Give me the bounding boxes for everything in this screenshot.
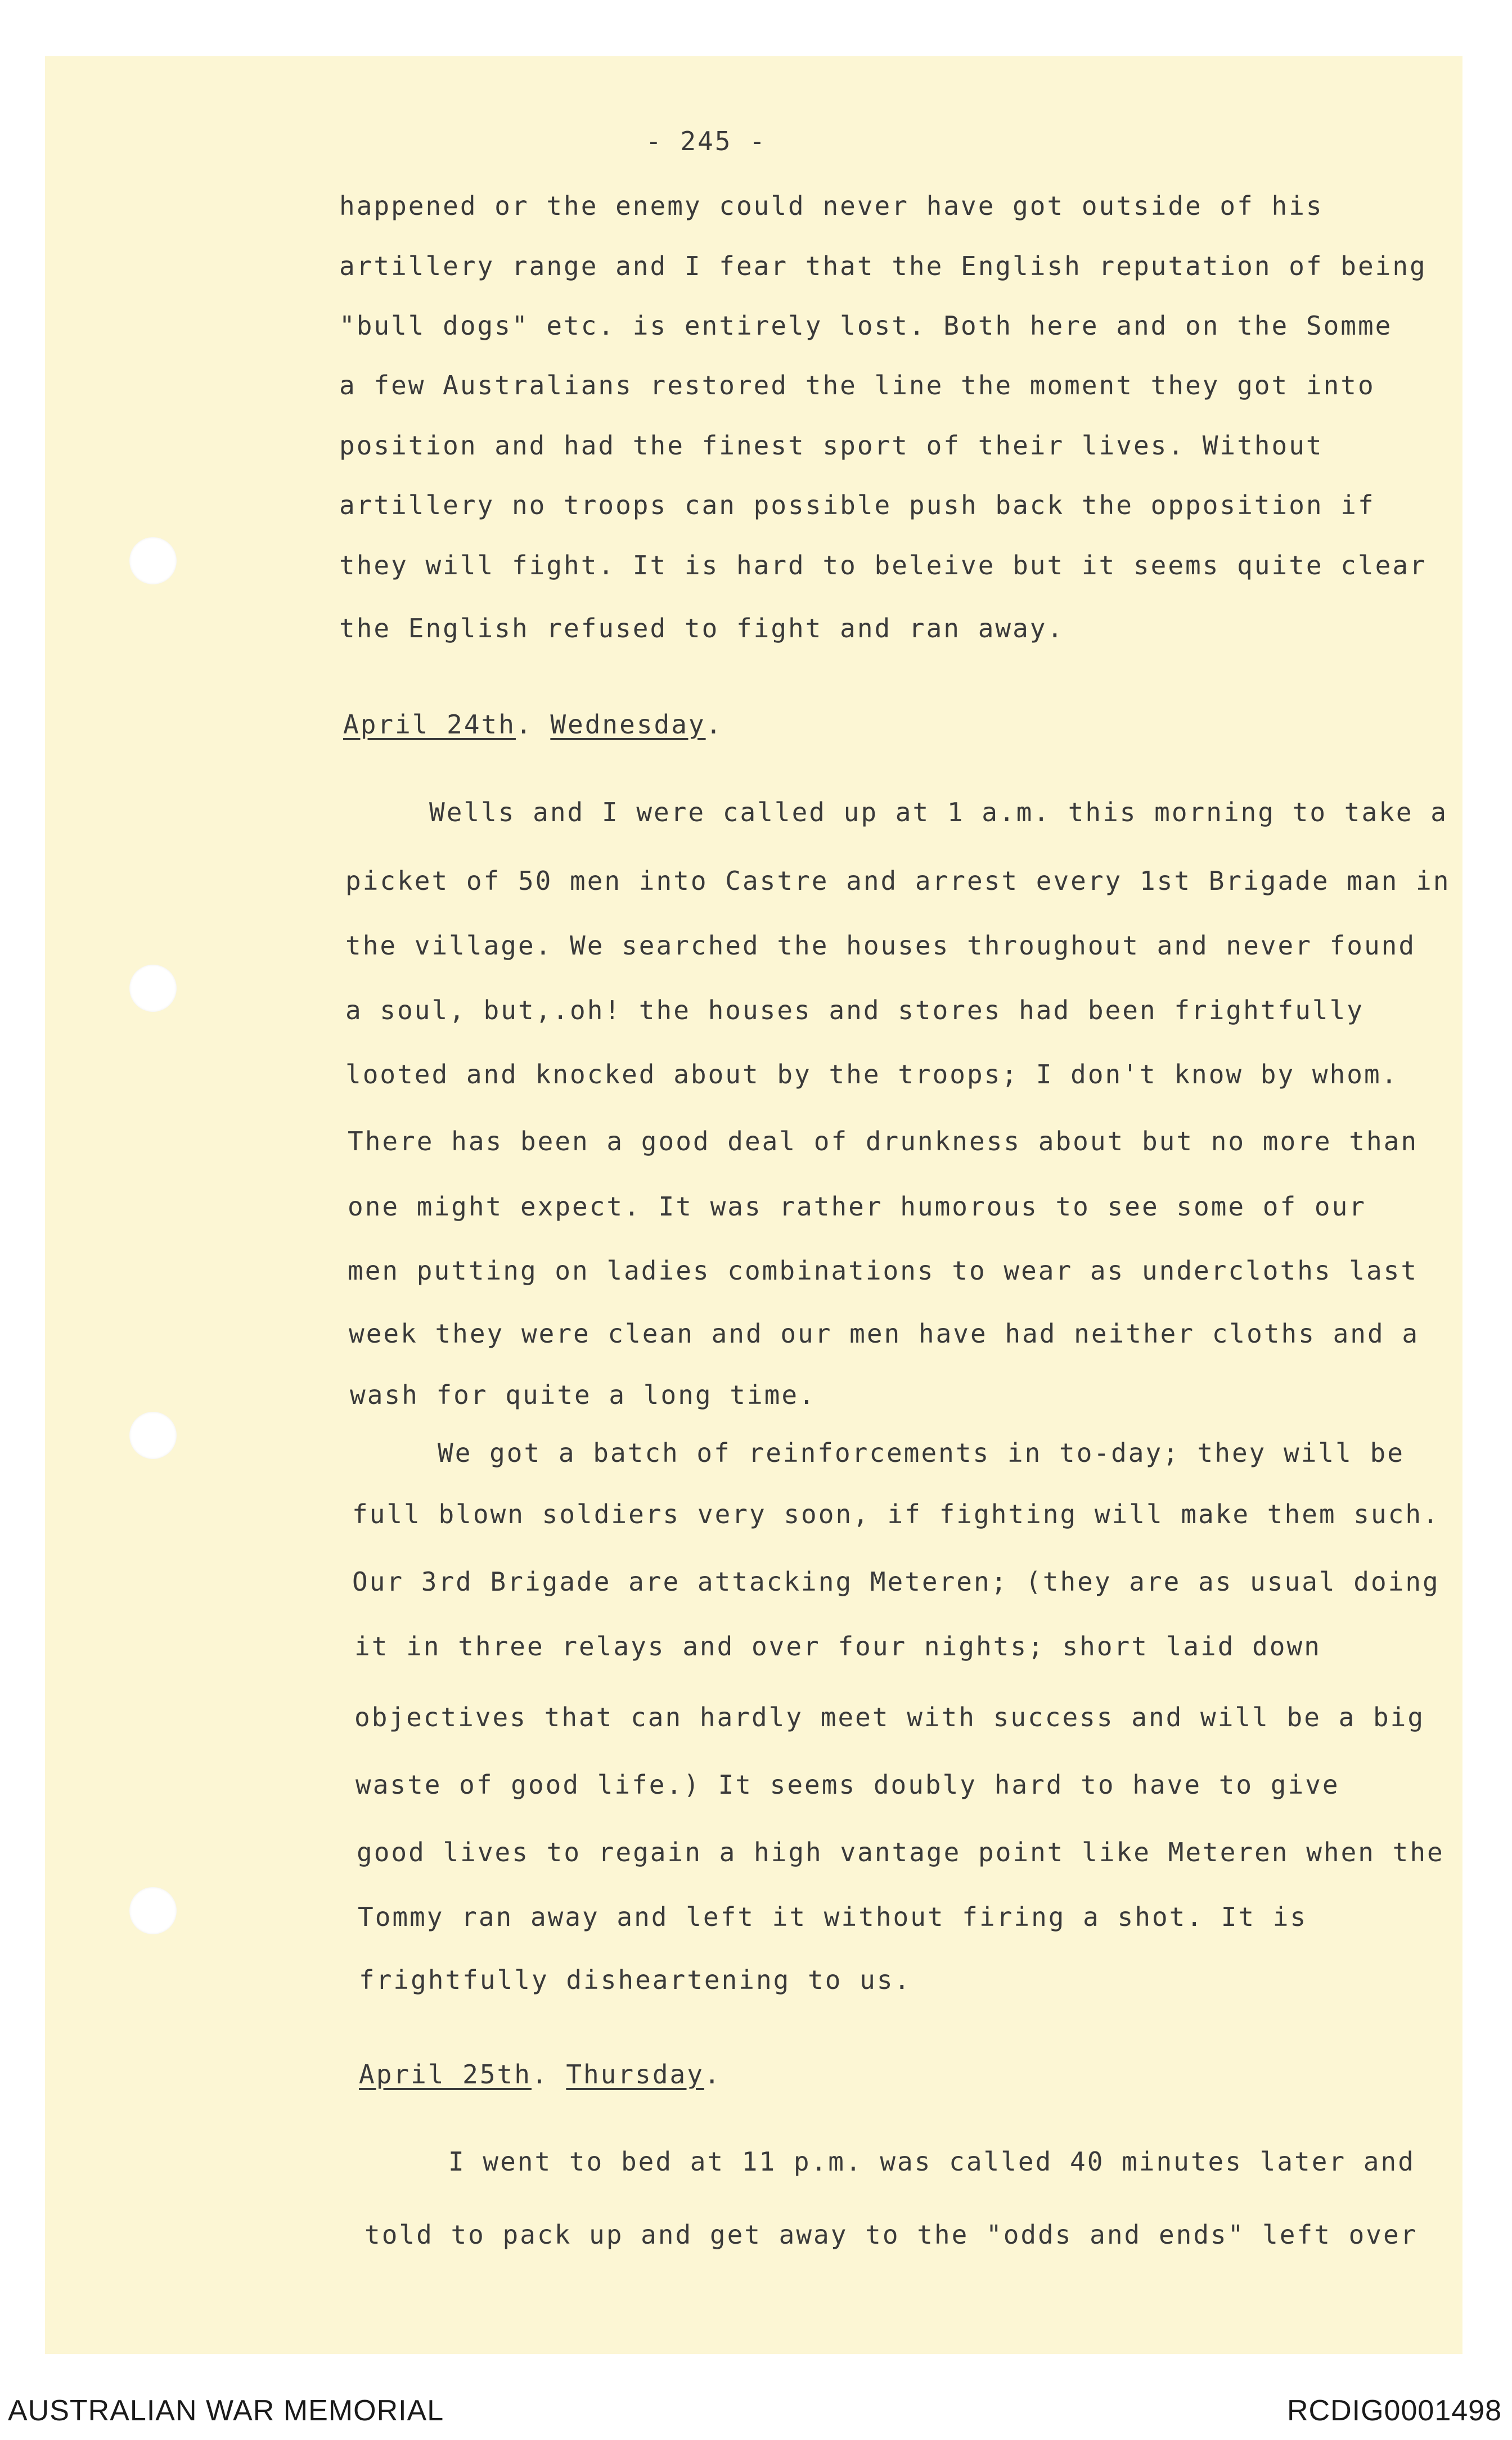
entry-day: Thursday <box>566 2059 704 2090</box>
text-line: wash for quite a long time. <box>350 1380 816 1410</box>
entry-date: April 25th <box>359 2059 532 2090</box>
text-line: Wells and I were called up at 1 a.m. this morning to take a <box>429 797 1448 827</box>
text-line: happened or the enemy could never have got outside of his <box>339 191 1324 221</box>
text-line: position and had the finest sport of their lives. Without <box>339 430 1324 461</box>
footer-source: AUSTRALIAN WAR MEMORIAL <box>8 2394 444 2427</box>
text-line: the village. We searched the houses throughout and never found <box>345 930 1416 961</box>
text-line: one might expect. It was rather humorous to see some of our <box>348 1191 1366 1222</box>
text-line: We got a batch of reinforcements in to-day; they will be <box>438 1438 1405 1468</box>
text-line: week they were clean and our men have had neither cloths and a <box>349 1318 1420 1349</box>
text-line: it in three relays and over four nights; short laid down <box>354 1631 1321 1662</box>
text-line: artillery no troops can possible push back the opposition if <box>339 490 1375 520</box>
entry-date: April 24th <box>343 709 516 740</box>
text-line: picket of 50 men into Castre and arrest every 1st Brigade man in <box>345 866 1451 896</box>
punch-hole <box>129 965 177 1012</box>
punch-hole <box>129 537 177 584</box>
text-line: they will fight. It is hard to beleive but it seems quite clear <box>339 550 1427 580</box>
text-line: full blown soldiers very soon, if fighting will make them such. <box>352 1499 1440 1529</box>
text-line: "bull dogs" etc. is entirely lost. Both here and on the Somme <box>339 310 1393 341</box>
entry-heading: April 25th. Thursday. <box>359 2059 722 2090</box>
text-line: waste of good life.) It seems doubly hard to have to give <box>356 1770 1340 1800</box>
text-line: looted and knocked about by the troops; I don't know by whom. <box>345 1059 1399 1090</box>
text-line: men putting on ladies combinations to wear as undercloths last <box>348 1255 1419 1286</box>
text-line: Our 3rd Brigade are attacking Meteren; (they are as usual doing <box>352 1566 1440 1597</box>
text-line: told to pack up and get away to the "odds and ends" left over <box>364 2220 1418 2250</box>
text-line: There has been a good deal of drunkness about but no more than <box>348 1126 1419 1156</box>
text-line: a soul, but,.oh! the houses and stores had been frightfully <box>345 995 1364 1025</box>
page-number: - 245 - <box>646 126 767 156</box>
text-line: frightfully disheartening to us. <box>359 1965 912 1995</box>
punch-hole <box>129 1412 177 1459</box>
text-line: artillery range and I fear that the English reputation of being <box>339 251 1427 281</box>
text-line: I went to bed at 11 p.m. was called 40 minutes later and <box>448 2146 1415 2177</box>
text-line: a few Australians restored the line the moment they got into <box>339 370 1375 400</box>
text-line: good lives to regain a high vantage point like Meteren when the <box>357 1837 1444 1867</box>
entry-heading: April 24th. Wednesday. <box>343 709 723 740</box>
text-line: Tommy ran away and left it without firing a shot. It is <box>358 1902 1308 1932</box>
punch-hole <box>129 1887 177 1934</box>
text-line: objectives that can hardly meet with success and will be a big <box>354 1702 1425 1732</box>
footer-identifier: RCDIG0001498 <box>1287 2394 1502 2427</box>
entry-day: Wednesday <box>550 709 706 740</box>
text-line: the English refused to fight and ran away. <box>339 613 1065 643</box>
